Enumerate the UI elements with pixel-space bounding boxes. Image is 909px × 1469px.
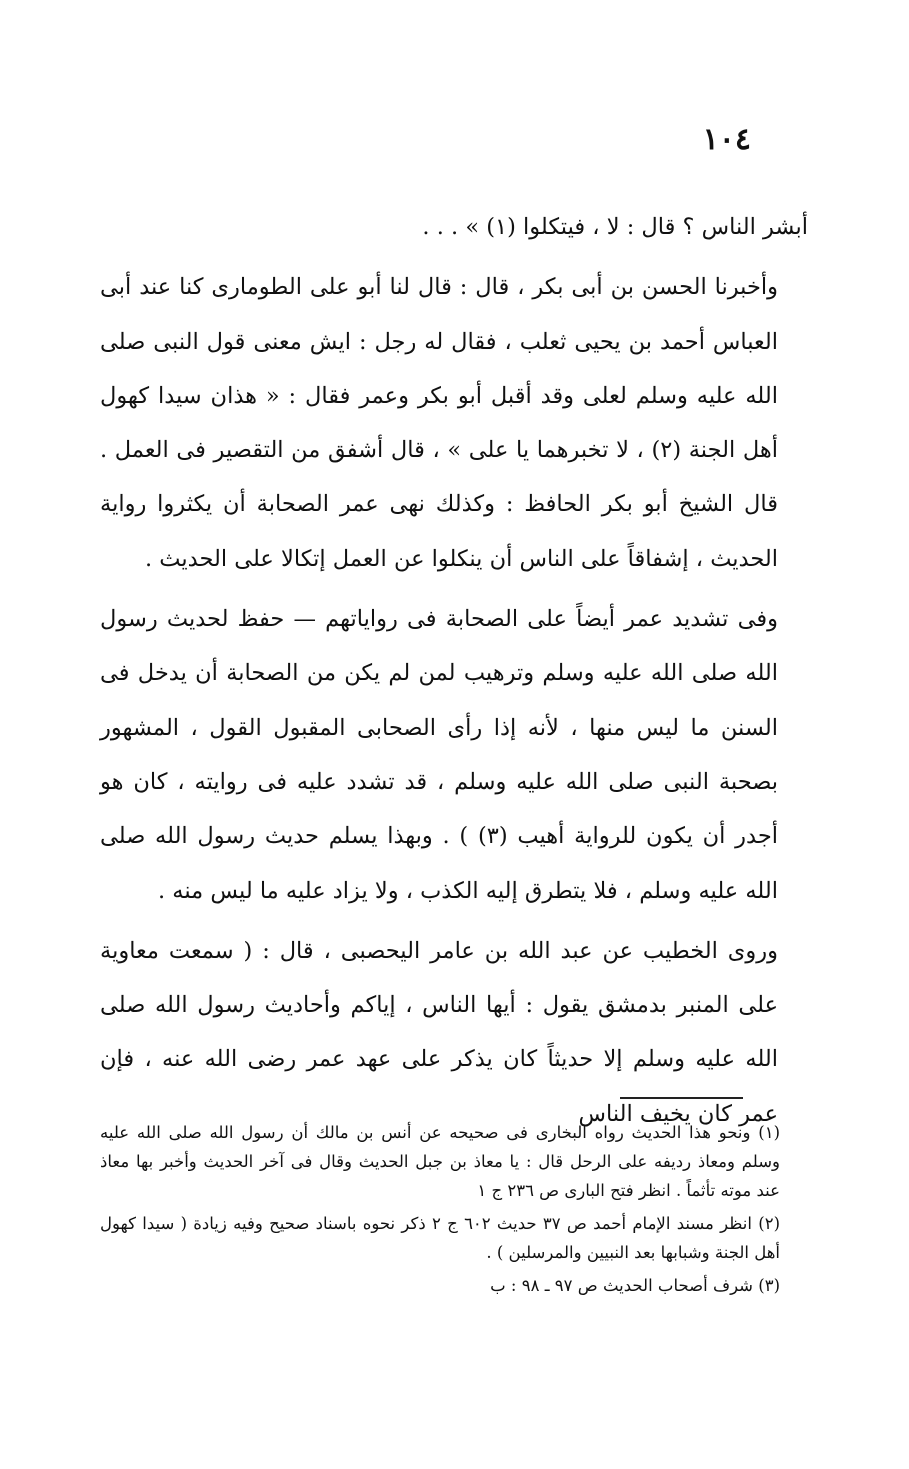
paragraph-muawiya-narration: وروى الخطيب عن عبد الله بن عامر اليحصبى ، قال : ( سمعت معاوية على المنبر بدمشق يقول : أيها الناس ، إياكم وأحاديث رسول الله صلى الله عليه وسلم إلا حديثاً كان يذكر على عهد عمر رضى الله عنه ، فإن عمر كان يخيف الناس: [100, 937, 778, 1127]
footnote-divider: [620, 1097, 743, 1099]
footnote-2: (٢) انظر مسند الإمام أحمد ص ٣٧ حديث ٦٠٢ ج ٢ ذكر نحوه باسناد صحيح وفيه زيادة ( سيدا كهول أهل الجنة وشبابها بعد النبيين والمرسلين ) .: [100, 1214, 780, 1262]
paragraph-tumari-narration: وأخبرنا الحسن بن أبى بكر ، قال : قال لنا أبو على الطومارى كنا عند أبى العباس أحمد بن يحيى ثعلب ، فقال له رجل : ايش معنى قول النبى صلى الله عليه وسلم لعلى وقد أقبل أبو بكر وعمر فقال : « هذان سيدا كهول أهل الجنة (٢) ، لا تخبرهما يا على » ، قال أشفق من التقصير فى العمل . قال الشيخ أبو بكر الحافظ : وكذلك نهى عمر الصحابة أن يكثروا رواية الحديث ، إشفاقاً على الناس أن ينكلوا عن العمل إتكالا على الحديث .: [100, 274, 778, 572]
paragraph-umar-strictness: وفى تشديد عمر أيضاً على الصحابة فى رواياتهم — حفظ لحديث رسول الله صلى الله عليه وسلم وترهيب لمن لم يكن من الصحابة أن يدخل فى السنن ما ليس منها ، لأنه إذا رأى الصحابى المقبول القول ، المشهور بصحبة النبى صلى الله عليه وسلم ، قد تشدد عليه فى روايته ، كان هو أجدر أن يكون للرواية أهيب (٣) ) . وبهذا يسلم حديث رسول الله صلى الله عليه وسلم ، فلا يتطرق إليه الكذب ، ولا يزاد عليه ما ليس منه .: [100, 606, 778, 904]
footnote-3: (٣) شرف أصحاب الحديث ص ٩٧ ـ ٩٨ : ب: [490, 1276, 780, 1295]
paragraph-continuation: أبشر الناس ؟ قال : لا ، فيتكلوا (١) » . . .: [422, 214, 808, 240]
main-text: [100, 200, 808, 1141]
footnotes: [100, 1118, 808, 1300]
page-number: ١٠٤: [702, 122, 751, 157]
footnote-1: (١) ونحو هذا الحديث رواه البخارى فى صحيحه عن أنس بن مالك أن رسول الله صلى الله عليه وسلم ومعاذ رديفه على الرحل قال : يا معاذ بن جبل الحديث وقال فى آخر الحديث وأخبر بها معاذ عند موته تأثماً . انظر فتح البارى ص ٢٣٦ ج ١: [100, 1123, 780, 1200]
